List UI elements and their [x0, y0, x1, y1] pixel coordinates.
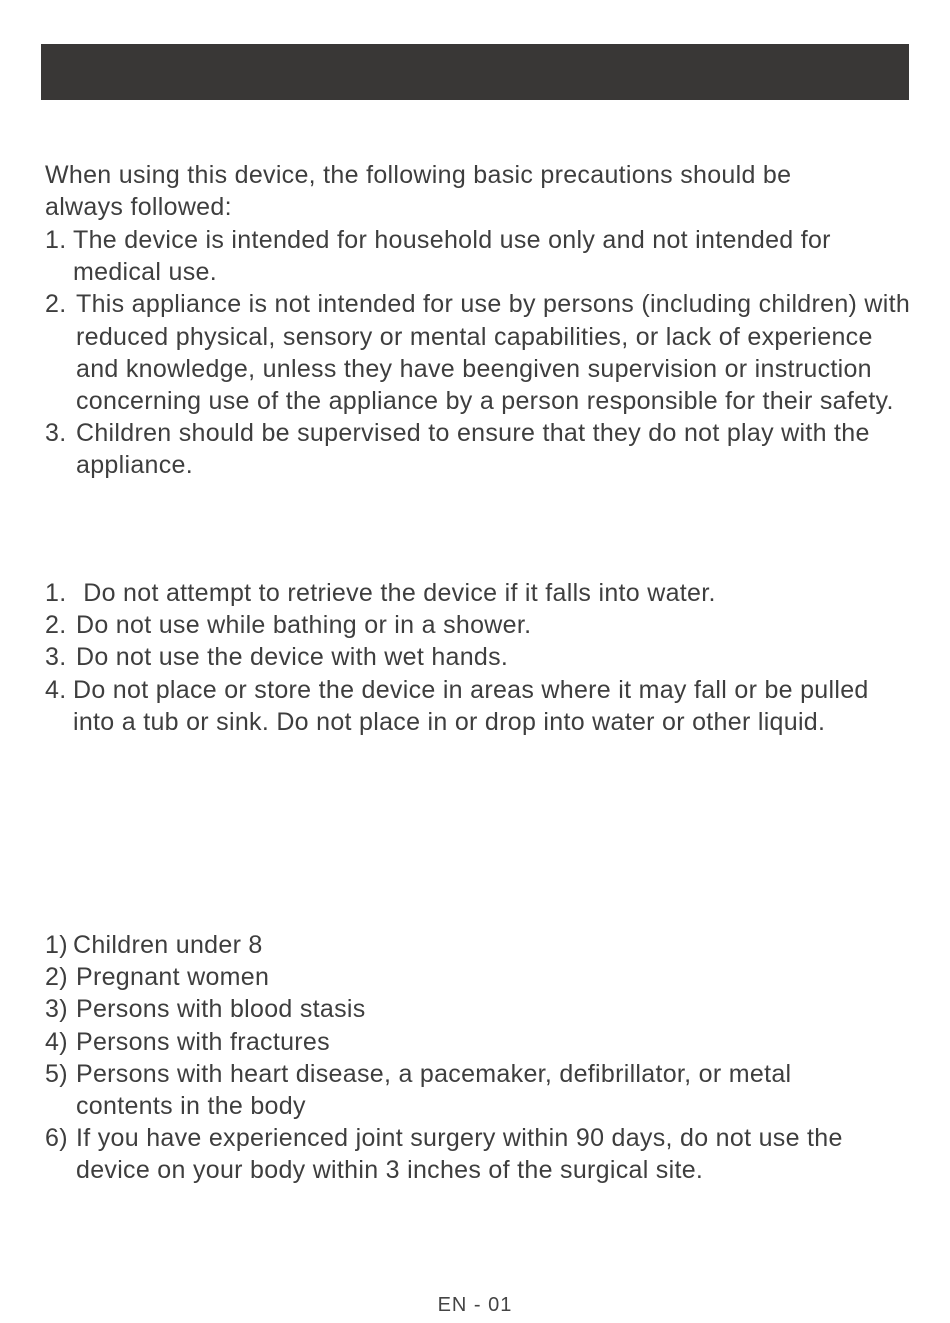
- not-suitable-list: [45, 929, 915, 1187]
- list-item-text: If you have experienced joint surgery within 90 days, do not use the device on your body within 3 inches of the surgical site.: [76, 1124, 843, 1185]
- list-item: [45, 417, 915, 481]
- list-item: [45, 674, 915, 738]
- list-item-number: 1.: [45, 226, 67, 254]
- list-item: [45, 1058, 915, 1122]
- list-item-text: This appliance is not intended for use by persons (including children) with reduced physical, sensory or mental capabilities, or lack of experience and knowledge, unless they have beengiven supervision or instruction concerning use of the appliance by a person responsible for their safety.: [76, 290, 911, 416]
- list-item-text: Do not attempt to retrieve the device if it falls into water.: [76, 579, 716, 607]
- precautions-list: [45, 224, 915, 482]
- list-item-text: The device is intended for household use only and not intended for medical use.: [73, 226, 831, 287]
- list-item: [45, 288, 915, 417]
- list-item-number: 2): [45, 963, 68, 992]
- list-item: [45, 993, 915, 1025]
- list-item-number: 1.: [45, 579, 67, 607]
- list-item-number: 3.: [45, 643, 67, 672]
- list-item-text: Do not use while bathing or in a shower.: [76, 611, 532, 640]
- list-item: [45, 1026, 915, 1058]
- list-item: [45, 641, 915, 673]
- list-item-text: Persons with fractures: [76, 1027, 330, 1056]
- list-item-number: 6): [45, 1124, 68, 1153]
- list-item-text: Pregnant women: [76, 963, 270, 992]
- list-item-text: Do not place or store the device in areas where it may fall or be pulled into a tub or sink. Do not place in or drop into water or other liquid.: [73, 675, 869, 736]
- list-item-number: 1): [45, 931, 68, 959]
- list-item: [45, 577, 915, 609]
- list-item: [45, 929, 915, 961]
- list-item-text: Children under 8: [73, 931, 263, 959]
- page-number: EN - 01: [437, 1294, 513, 1316]
- list-item-text: Do not use the device with wet hands.: [76, 643, 509, 672]
- list-item: [45, 609, 915, 641]
- list-item: [45, 1122, 915, 1186]
- list-item-number: 2.: [45, 290, 67, 319]
- list-item-number: 3): [45, 995, 68, 1024]
- list-item-number: 5): [45, 1059, 68, 1088]
- list-item-number: 4): [45, 1027, 68, 1056]
- list-item-number: 3.: [45, 419, 67, 448]
- list-item-number: 4.: [45, 675, 67, 704]
- list-item-text: Persons with heart disease, a pacemaker, defibrillator, or metal contents in the body: [76, 1059, 792, 1121]
- water-warnings-list: [45, 577, 915, 738]
- list-item: [45, 224, 915, 288]
- list-item-text: Children should be supervised to ensure that they do not play with the appliance.: [76, 419, 870, 480]
- intro-paragraph: When using this device, the following basic precautions should be always followed:: [45, 161, 792, 222]
- list-item-text: Persons with blood stasis: [76, 995, 366, 1024]
- section-header-bar: [41, 44, 909, 100]
- list-item-number: 2.: [45, 611, 67, 640]
- list-item: [45, 961, 915, 993]
